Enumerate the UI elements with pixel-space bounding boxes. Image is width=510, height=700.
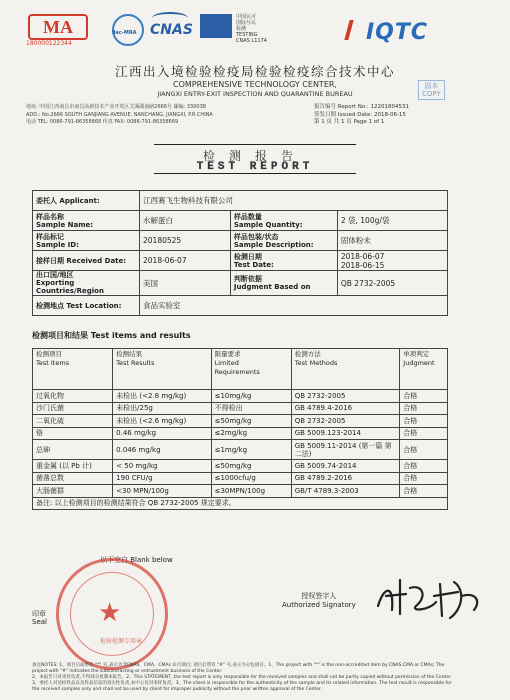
issued-date: 签发日期 Issued Date: 2018-06-15 xyxy=(314,111,406,118)
sample-info-table xyxy=(32,190,448,316)
test-location-value: 食品实验室 xyxy=(140,296,448,316)
sample-name-label: 样品名称 Sample Name: xyxy=(33,211,140,231)
iqtc-logo: IQTC xyxy=(366,20,429,45)
col-header-judgment: 单项判定 Judgment xyxy=(400,349,448,390)
sample-id-label: 样品标记 Sample ID: xyxy=(33,231,140,251)
cma-code: 180000122344 xyxy=(26,40,72,47)
sample-description-value: 固体粉末 xyxy=(337,231,447,251)
table-row: 总砷 0.046 mg/kg ≤1mg/kg GB 5009.11-2014 (第一篇 第二法) 合格 xyxy=(33,440,448,460)
seal-department: 检验检测专用章 xyxy=(99,638,142,645)
sample-description-label: 样品包装/状态 Sample Description: xyxy=(230,231,337,251)
export-region-label: 出口国/地区 Exporting Countries/Region xyxy=(33,271,140,296)
org-name-en-line2: JIANGXI ENTRY-EXIT INSPECTION AND QUARANTINE BUREAU xyxy=(157,90,353,98)
seal-star-icon: ★ xyxy=(98,598,122,628)
applicant-label: 委托人 Applicant: xyxy=(33,191,140,211)
sample-quantity-value: 2 袋, 100g/袋 xyxy=(337,211,447,231)
sample-name-value: 水解蛋白 xyxy=(140,211,231,231)
org-name-cn: 江西出入境检验检疫局检验检疫综合技术中心 xyxy=(114,64,395,79)
test-results-table xyxy=(32,348,448,510)
blank-below-label: 以下空白 Blank below xyxy=(100,556,173,564)
copy-stamp: 副本 COPY xyxy=(418,80,445,100)
export-region-value: 美国 xyxy=(140,271,231,296)
sample-quantity-label: 样品数量 Sample Quantity: xyxy=(230,211,337,231)
cnas-logo: CNAS xyxy=(150,22,193,38)
table-row: 菌落总数 190 CFU/g ≤1000cfu/g GB 4789.2-2016 合格 xyxy=(33,472,448,485)
remarks-row: 备注: 以上检测项目的检测结果符合 QB 2732-2005 规定要求。 xyxy=(33,497,448,510)
judgment-basis-value: QB 2732-2005 xyxy=(337,271,447,296)
cnas-accreditation-text: 中国认可 国际互认 检测 TESTING CNAS L1174 xyxy=(236,14,267,44)
handwritten-signature-icon xyxy=(370,566,490,626)
test-items-heading: 检测项目和结果 Test items and results xyxy=(32,331,191,340)
received-date-value: 2018-06-07 xyxy=(140,251,231,271)
col-header-test-methods: 检测方法 Test Methods xyxy=(291,349,400,390)
seal-label: 印章 Seal xyxy=(32,610,47,626)
table-row: 过氧化物 未检出 (<2.8 mg/kg) ≤10mg/kg QB 2732-2005 合格 xyxy=(33,390,448,403)
table-row: 沙门氏菌 未检出/25g 不得检出 GB 4789.4-2016 合格 xyxy=(33,402,448,415)
cma-logo: MA xyxy=(28,14,88,40)
applicant-value: 江西赛飞生物科技有限公司 xyxy=(140,191,448,211)
table-row: 二氧化硫 未检出 (<2.6 mg/kg) ≤50mg/kg QB 2732-2005 合格 xyxy=(33,415,448,428)
test-location-label: 检测地点 Test Location: xyxy=(33,296,140,316)
judgment-basis-label: 判断依据 Judgment Based on xyxy=(230,271,337,296)
sample-id-value: 20180525 xyxy=(140,231,231,251)
report-number: 报告编号 Report No.: 12201804531 xyxy=(314,104,409,110)
table-row: 大肠菌群 <30 MPN/100g ≤30MPN/100g GB/T 4789.3-2003 合格 xyxy=(33,485,448,498)
authorized-signatory-label: 授权签字人 Authorized Signatory xyxy=(282,592,356,609)
org-name-en-line1: COMPREHENSIVE TECHNOLOGY CENTER, xyxy=(173,80,337,89)
cnas-accreditation-mark-icon xyxy=(200,14,236,38)
results-body xyxy=(33,390,448,510)
test-date-label: 检测日期 Test Date: xyxy=(230,251,337,271)
report-notes: 备注NOTES: 1、项目后面带有 "*" 号,表示为非CNAS、CMA、CMAs 认可项目; 项目后带有 "#" 号,表示为分包项目。1、The project with "*" is the non-accredited item by CNAS,CMA or CMAs; The project with "#" indicates the subcontracting or entrustment business of the Center. 2、本报告只对来样负责,不得部分复制本报告。2、This STATEMENT, the test report is only responsible for the received samples and shall not be partly copied without permission of the Center. 3、委托人对送检样品以及样品信息的真实性负责,本中心仅对来样负责。3、The client is responsible for the authenticity of the sample and its related information. The test result is responsible for the received samples only and shall not be used by client for improper publicity without the prior written approval of the Center. xyxy=(32,663,452,692)
org-address: 地址: 中国江西南昌市南昌高新技术产业开发区艾溪湖南路2666号 邮编: 330038 ADD.: No.2666 SOUTH GANJIANG AVENUE, NANCHANG, JIANGXI, P.R.CHINA 电话 TEL: 0086-791-86358868 传真 FAX: 0086-791-86358669 xyxy=(26,104,213,125)
test-date-value: 2018-06-07 2018-06-15 xyxy=(337,251,447,271)
page-indicator: 第 1 页 共 1 页 Page 1 of 1 xyxy=(314,119,385,125)
report-meta xyxy=(314,104,444,127)
received-date-label: 接样日期 Received Date: xyxy=(33,251,140,271)
col-header-test-results: 检测结果 Test Results xyxy=(113,349,211,390)
col-header-limited-requirements: 限量要求 Limited Requirements xyxy=(211,349,291,390)
table-row: 重金属 (以 Pb 计) < 50 mg/kg ≤50mg/kg GB 5009.74-2014 合格 xyxy=(33,460,448,473)
report-title: 检测报告 TEST REPORT xyxy=(154,144,356,174)
ilac-mra-label: ilac-MRA xyxy=(112,30,137,36)
col-header-test-items: 检测项目 Test Items xyxy=(33,349,113,390)
table-row: 铬 0.46 mg/kg ≤2mg/kg GB 5009.123-2014 合格 xyxy=(33,427,448,440)
